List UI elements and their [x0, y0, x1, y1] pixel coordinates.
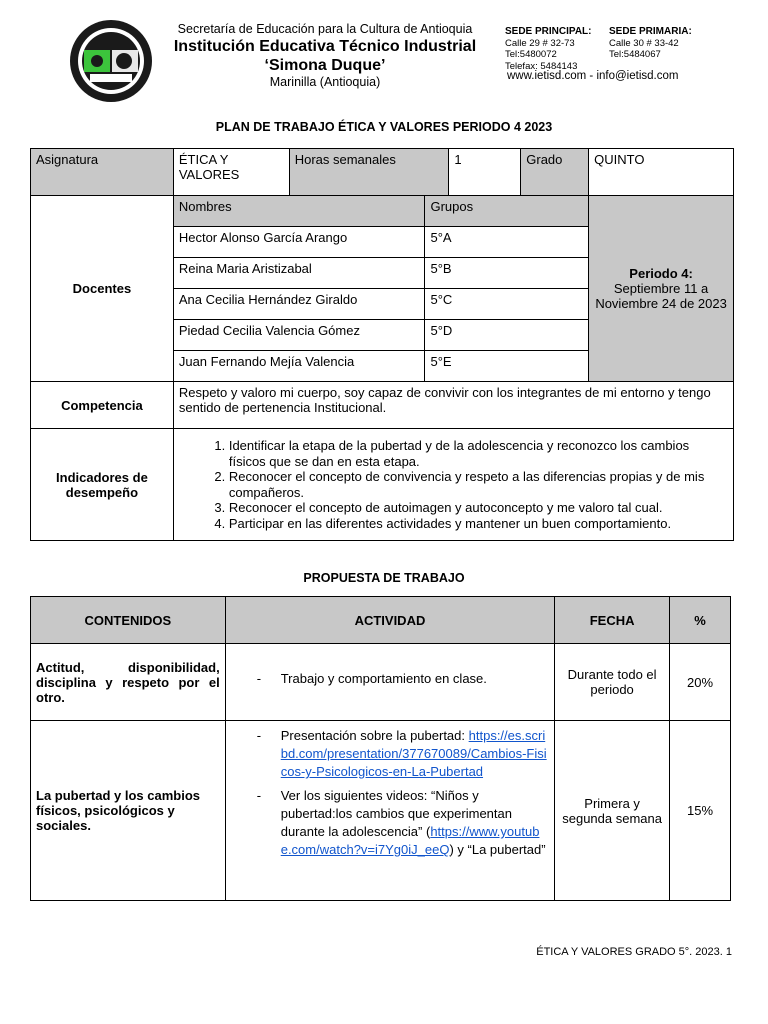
indicadores-cell — [173, 429, 733, 541]
school-name: ‘Simona Duque’ — [264, 57, 386, 74]
docente-grupo: 5°E — [425, 351, 589, 382]
sede-principal-address: Calle 29 # 32-73 — [505, 37, 575, 49]
docente-nombre: Juan Fernando Mejía Valencia — [173, 351, 425, 382]
indicadores-label: Indicadores de desempeño — [31, 429, 174, 541]
actividad-1-cell — [225, 644, 554, 721]
indicador-item: 2. Reconocer el concepto de convivencia y respeto a las diferencias propias y de mis compañeros. — [229, 469, 728, 500]
sede-principal-fax: Telefax: 5484143 — [505, 60, 578, 72]
competencia-text: Respeto y valoro mi cuerpo, soy capaz de convivir con los integrantes de mi entorno y tengo sentido de pertenencia Institucional. — [173, 382, 733, 429]
act-videos-tail: ) y “La pubertad” — [449, 842, 546, 857]
docente-grupo: 5°D — [425, 320, 589, 351]
fecha-header: FECHA — [555, 597, 670, 644]
periodo-title: Periodo 4: — [629, 266, 693, 281]
sede-principal-tel: Tel:5480072 — [505, 49, 557, 60]
letterhead — [0, 0, 768, 100]
docente-grupo: 5°C — [425, 289, 589, 320]
docente-nombre: Reina Maria Aristizabal — [173, 258, 425, 289]
actividad-1: - Trabajo y comportamiento en clase. — [247, 670, 549, 688]
propuesta-table — [30, 596, 731, 901]
school-logo-icon — [68, 18, 154, 104]
institution-name: Institución Educativa Técnico Industrial — [173, 38, 477, 55]
indicador-item: 3. Reconocer el concepto de autoimagen y autoconcepto y me valoro tal cual. — [229, 500, 728, 516]
horas-label: Horas semanales — [289, 149, 449, 196]
page-footer: ÉTICA Y VALORES GRADO 5°. 2023. 1 — [536, 946, 732, 958]
contenido-1: Actitud, disponibilidad, disciplina y respeto por el otro. — [31, 644, 226, 721]
institution-block — [160, 22, 490, 90]
youtube-link[interactable]: https://www.youtube.com/watch?v=i7Yg0iJ_eeQ — [280, 824, 540, 857]
docente-nombre: Hector Alonso García Arango — [173, 227, 425, 258]
horas-value: 1 — [449, 149, 521, 196]
sede-primaria — [609, 26, 692, 61]
sede-primaria-tel: Tel:5484067 — [609, 49, 661, 60]
competencia-label: Competencia — [31, 382, 174, 429]
fecha-2: Primera y segunda semana — [555, 721, 670, 901]
actividad-header: ACTIVIDAD — [225, 597, 554, 644]
periodo-dates: Septiembre 11 a Noviembre 24 de 2023 — [595, 281, 727, 311]
grado-value: QUINTO — [589, 149, 734, 196]
fecha-1: Durante todo el periodo — [555, 644, 670, 721]
actividad-2-item — [247, 727, 549, 781]
docente-grupo: 5°B — [425, 258, 589, 289]
indicador-item: 1. Identificar la etapa de la pubertad y de la adolescencia y reconozco los cambios físicos que se dan en esta etapa. — [229, 438, 728, 469]
docentes-label: Docentes — [31, 196, 174, 382]
city-text: Marinilla (Antioquia) — [269, 75, 381, 89]
docente-grupo: 5°A — [425, 227, 589, 258]
asignatura-value: ÉTICA Y VALORES — [173, 149, 289, 196]
act-presentacion-text: Presentación sobre la pubertad: — [280, 728, 466, 743]
contenido-2: La pubertad y los cambios físicos, psicológicos y sociales. — [31, 721, 226, 901]
info-table — [30, 148, 734, 541]
docente-nombre: Piedad Cecilia Valencia Gómez — [173, 320, 425, 351]
docente-nombre: Ana Cecilia Hernández Giraldo — [173, 289, 425, 320]
periodo-cell — [589, 196, 734, 382]
secretaria-text: Secretaría de Educación para la Cultura de Antioquia — [177, 22, 473, 36]
pct-header: % — [670, 597, 731, 644]
grupos-header: Grupos — [425, 196, 589, 227]
website-contact: www.ietisd.com - info@ietisd.com — [507, 70, 679, 82]
propuesta-title: PROPUESTA DE TRABAJO — [303, 571, 465, 585]
sede-principal-title: SEDE PRINCIPAL: — [505, 26, 592, 37]
sede-principal — [505, 26, 592, 72]
indicador-item: 4. Participar en las diferentes actividades y mantener un buen comportamiento. — [229, 516, 728, 532]
contenidos-header: CONTENIDOS — [31, 597, 226, 644]
grado-label: Grado — [521, 149, 589, 196]
act-videos-text: Ver los siguientes videos: “Niños y pubertad:los cambios que experimentan durante la adolescencia” ( — [280, 788, 512, 839]
indicadores-list — [179, 438, 728, 531]
asignatura-label: Asignatura — [31, 149, 174, 196]
sede-primaria-title: SEDE PRIMARIA: — [609, 26, 692, 37]
actividad-3-item — [247, 787, 549, 859]
actividad-2-cell — [225, 721, 554, 901]
sede-primaria-address: Calle 30 # 33-42 — [609, 37, 679, 49]
scribd-link[interactable]: https://es.scribd.com/presentation/377670089/Cambios-Fisicos-y-Psicologicos-en-La-Pubertad — [280, 728, 547, 779]
plan-title: PLAN DE TRABAJO ÉTICA Y VALORES PERIODO 4 2023 — [215, 120, 553, 134]
nombres-header: Nombres — [173, 196, 425, 227]
pct-2: 15% — [670, 721, 731, 901]
pct-1: 20% — [670, 644, 731, 721]
